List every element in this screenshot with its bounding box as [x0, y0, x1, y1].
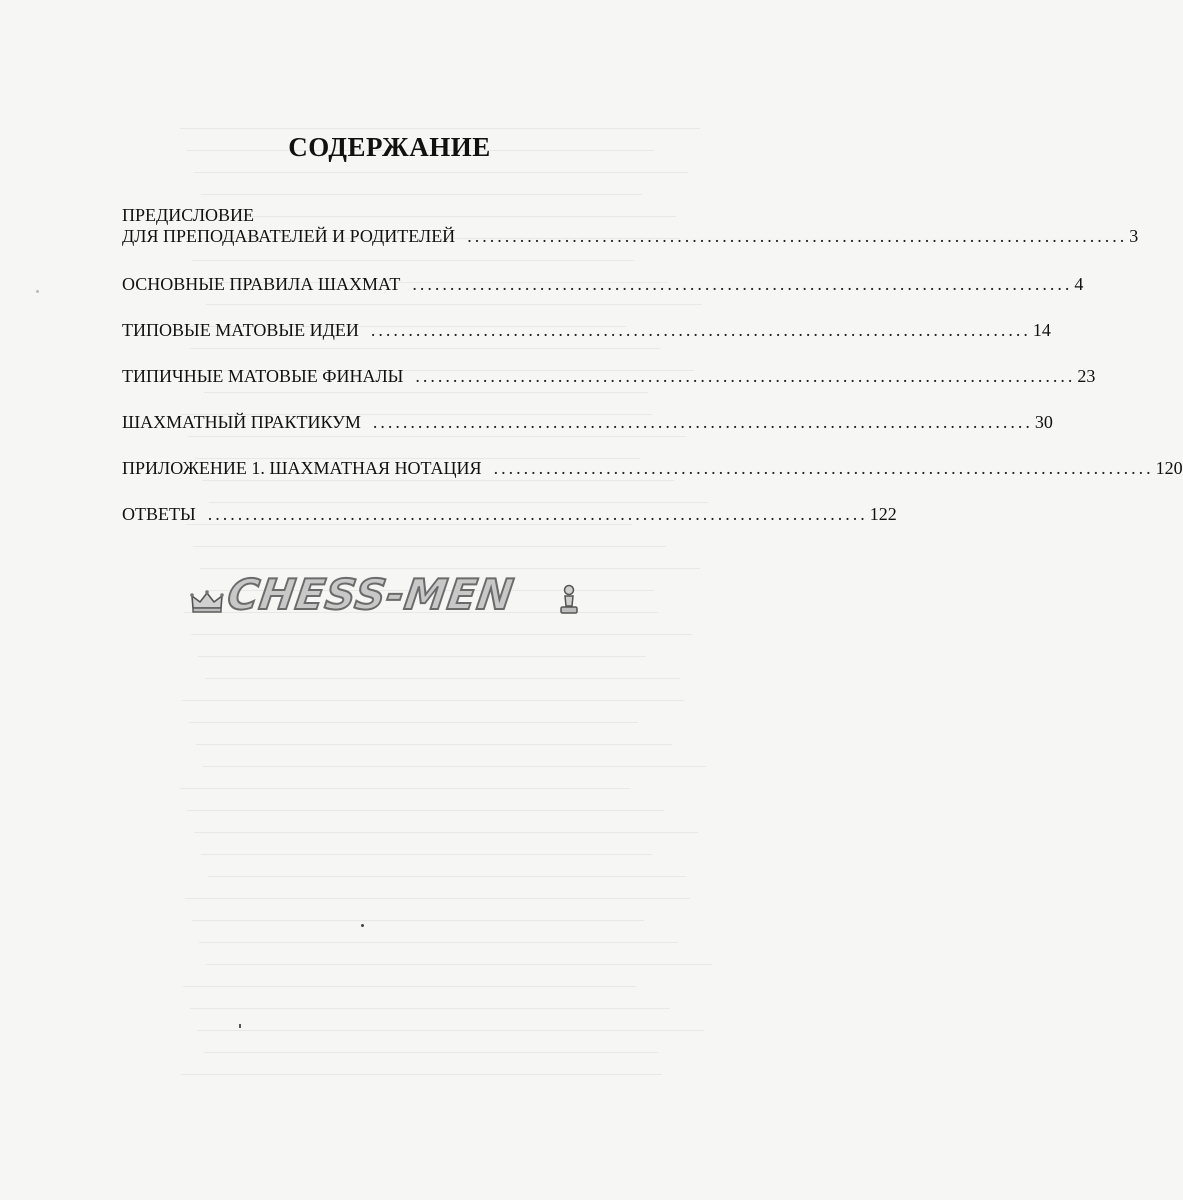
- show-through-line: [201, 194, 642, 195]
- show-through-line: [180, 788, 630, 789]
- toc-entry-preface: [122, 205, 1139, 247]
- show-through-line: [204, 1052, 658, 1053]
- crown-icon: [190, 590, 224, 614]
- toc-leader-dots: ........................................................................................: [467, 226, 1128, 246]
- toc-entry-practicum: [122, 412, 1053, 433]
- toc-leader-dots: ........................................................................................: [412, 274, 1073, 294]
- show-through-line: [204, 392, 648, 393]
- toc-entry-mate-finals: [122, 366, 1096, 387]
- toc-label: ПРИЛОЖЕНИЕ 1. ШАХМАТНАЯ НОТАЦИЯ: [122, 458, 482, 478]
- show-through-line: [190, 348, 660, 349]
- watermark-text: CHESS-MEN: [224, 570, 518, 619]
- show-through-line: [181, 1074, 662, 1075]
- toc-leader-dots: ........................................................................................: [207, 504, 868, 524]
- show-through-line: [209, 502, 708, 503]
- show-through-line: [185, 898, 690, 899]
- show-through-line: [193, 546, 666, 547]
- show-through-line: [196, 744, 672, 745]
- show-through-line: [188, 436, 686, 437]
- toc-label: ОСНОВНЫЕ ПРАВИЛА ШАХМАТ: [122, 274, 401, 294]
- toc-page-number: 122: [869, 504, 897, 524]
- toc-leader-dots: ........................................................................................: [415, 366, 1076, 386]
- show-through-line: [187, 810, 664, 811]
- show-through-line: [194, 172, 688, 173]
- show-through-line: [189, 722, 638, 723]
- show-through-line: [203, 766, 706, 767]
- watermark-logo: [190, 568, 590, 630]
- show-through-line: [182, 700, 684, 701]
- speck: [239, 1024, 241, 1028]
- toc-label: ДЛЯ ПРЕПОДАВАТЕЛЕЙ И РОДИТЕЛЕЙ: [122, 226, 456, 246]
- toc-page-number: 4: [1074, 274, 1084, 294]
- toc-page-number: 23: [1077, 366, 1096, 386]
- toc-label: ШАХМАТНЫЙ ПРАКТИКУМ: [122, 412, 361, 432]
- show-through-line: [180, 128, 700, 129]
- toc-page-number: 30: [1034, 412, 1053, 432]
- show-through-line: [192, 260, 634, 261]
- toc-label: ТИПОВЫЕ МАТОВЫЕ ИДЕИ: [122, 320, 359, 340]
- toc-entry-line1: ПРЕДИСЛОВИЕ: [122, 205, 255, 225]
- show-through-line: [206, 964, 712, 965]
- show-through-line: [194, 832, 698, 833]
- toc-leader-dots: ........................................................................................: [372, 412, 1033, 432]
- toc-leader-dots: ........................................................................................: [370, 320, 1031, 340]
- pawn-icon: [558, 584, 580, 616]
- show-through-line: [197, 1030, 704, 1031]
- toc-entry-answers: [122, 504, 897, 525]
- show-through-line: [199, 942, 678, 943]
- speck: [36, 290, 39, 293]
- show-through-line: [198, 656, 646, 657]
- show-through-line: [183, 986, 636, 987]
- show-through-line: [208, 876, 686, 877]
- toc-entry-appendix: [122, 458, 1183, 479]
- show-through-line: [202, 480, 674, 481]
- toc-page-number: 14: [1032, 320, 1051, 340]
- show-through-line: [192, 920, 644, 921]
- show-through-line: [190, 1008, 670, 1009]
- toc-entry-mate-ideas: [122, 320, 1051, 341]
- speck: [361, 924, 364, 927]
- page-title: СОДЕРЖАНИЕ: [288, 132, 491, 162]
- toc-leader-dots: ........................................................................................: [493, 458, 1154, 478]
- toc-page-number: 120: [1155, 458, 1183, 478]
- toc-label: ОТВЕТЫ: [122, 504, 196, 524]
- toc-page-number: 3: [1129, 226, 1139, 246]
- show-through-line: [206, 304, 702, 305]
- toc-entry-rules: [122, 274, 1084, 295]
- show-through-line: [191, 634, 692, 635]
- show-through-line: [201, 854, 652, 855]
- show-through-line: [205, 678, 680, 679]
- toc-label: ТИПИЧНЫЕ МАТОВЫЕ ФИНАЛЫ: [122, 366, 404, 386]
